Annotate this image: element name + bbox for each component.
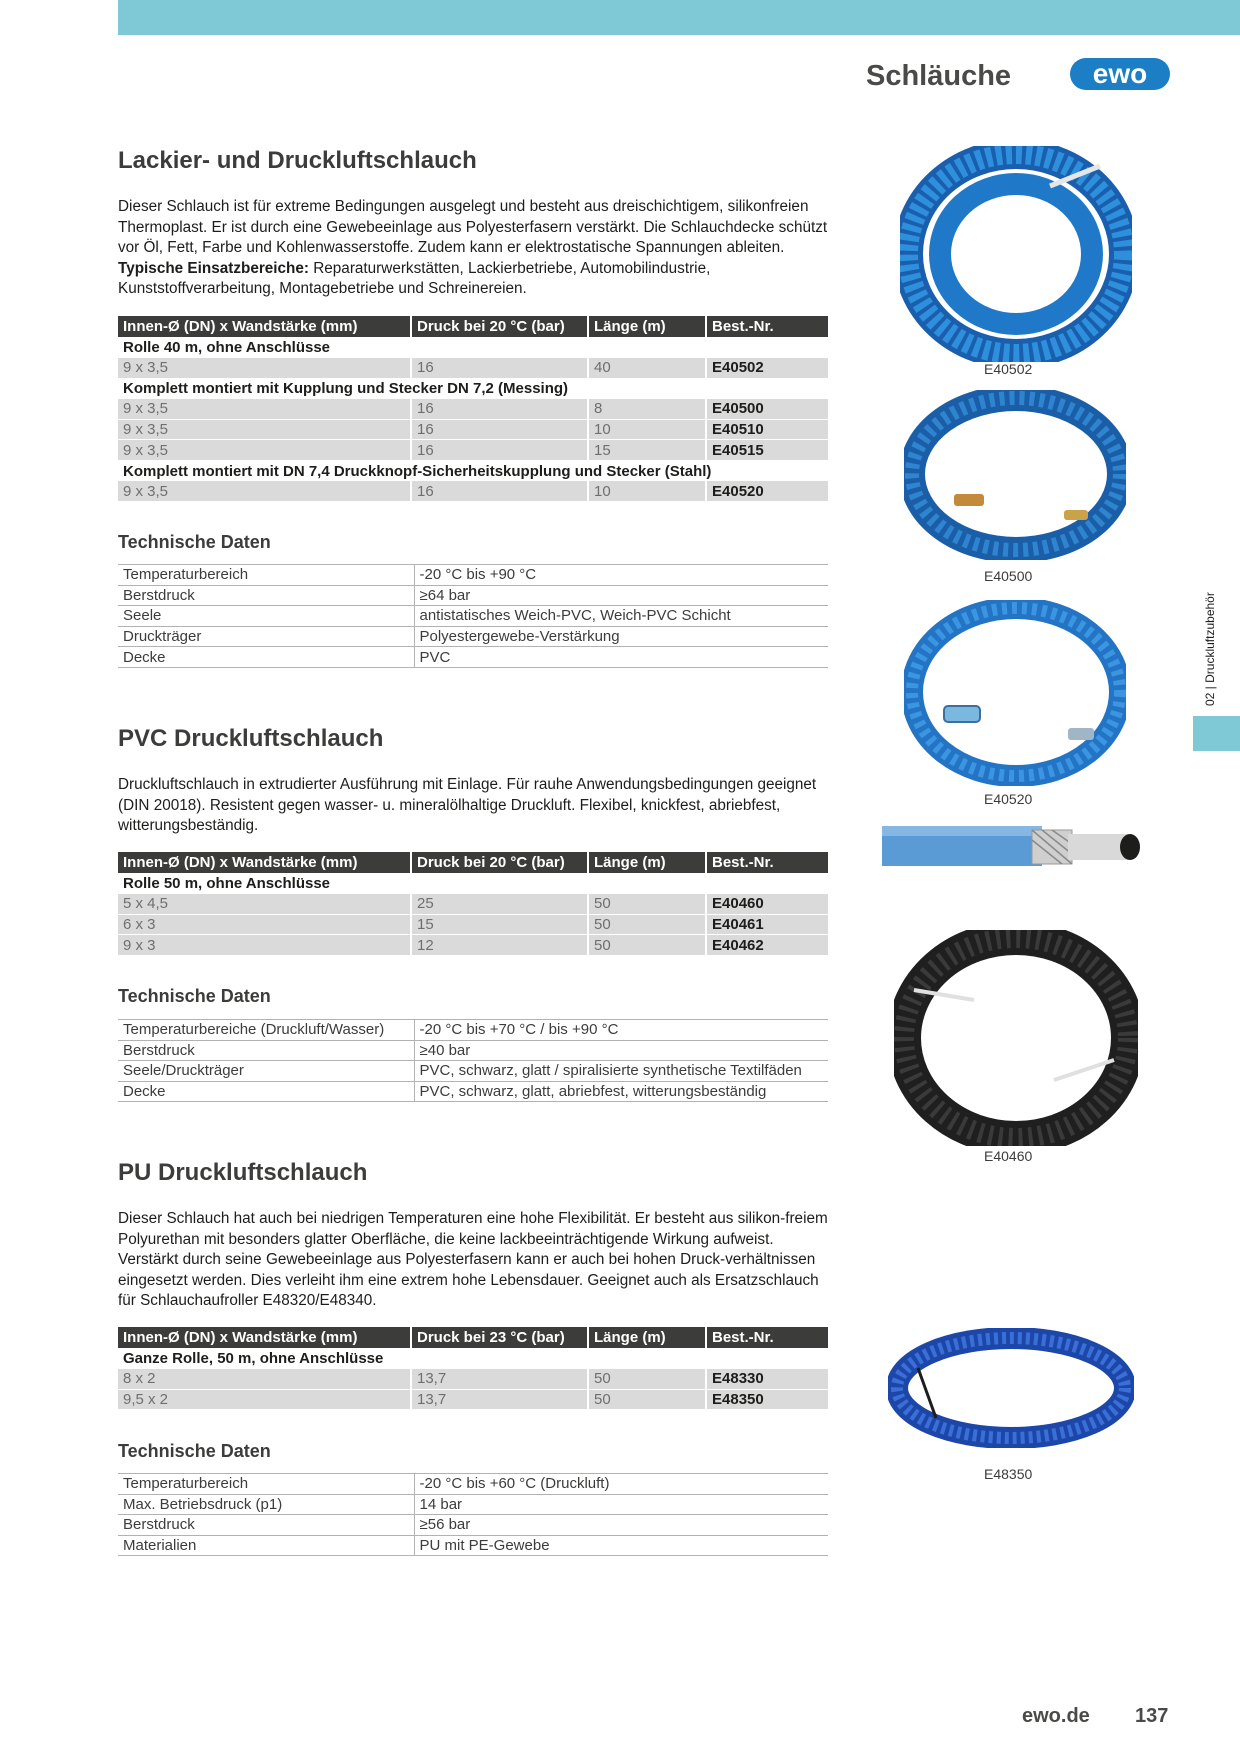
caption-e48350: E48350 [984, 1466, 1033, 1482]
table-row: 9,5 x 2 13,7 50 E48350 [118, 1389, 828, 1410]
caption-e40520: E40520 [984, 791, 1033, 807]
tech-row: Decke PVC, schwarz, glatt, abriebfest, witterungsbeständig [118, 1081, 828, 1102]
section-title-lackier: Lackier- und Druckluftschlauch [118, 147, 477, 174]
col-header: Best.-Nr. [706, 316, 828, 337]
hose-coil-image-e48350 [888, 1328, 1134, 1448]
table-row: 9 x 3,5 16 10 E40510 [118, 419, 828, 440]
table-row: 8 x 2 13,7 50 E48330 [118, 1369, 828, 1390]
caption-e40460: E40460 [984, 1148, 1033, 1164]
tech-table-lackier [118, 564, 828, 668]
hose-coil-image-e40502 [900, 146, 1132, 362]
tech-row: Max. Betriebsdruck (p1) 14 bar [118, 1494, 828, 1515]
group-label: Ganze Rolle, 50 m, ohne Anschlüsse [123, 1349, 384, 1367]
tech-row: Decke PVC [118, 647, 828, 668]
section-title-pu: PU Druckluftschlauch [118, 1159, 368, 1186]
table-row: 9 x 3,5 16 10 E40520 [118, 481, 828, 502]
col-header: Länge (m) [588, 1327, 706, 1348]
hose-coil-image-e40500 [904, 390, 1126, 560]
col-header: Innen-Ø (DN) x Wandstärke (mm) [118, 852, 411, 873]
order-table-pu [118, 1327, 828, 1410]
order-table-lackier [118, 316, 828, 502]
hose-coil-image-e40520 [904, 600, 1126, 786]
table-row: 9 x 3,5 16 40 E40502 [118, 358, 828, 379]
section-title-pvc: PVC Druckluftschlauch [118, 725, 384, 752]
col-header: Best.-Nr. [706, 852, 828, 873]
group-label: Komplett montiert mit Kupplung und Stecker DN 7,2 (Messing) [123, 380, 569, 398]
table-row: 9 x 3,5 16 8 E40500 [118, 399, 828, 420]
hose-cross-section-image [882, 822, 1152, 870]
tech-row: Druckträger Polyestergewebe-Verstärkung [118, 626, 828, 647]
logo-text: ewo [1092, 58, 1148, 89]
col-header: Länge (m) [588, 852, 706, 873]
col-header: Best.-Nr. [706, 1327, 828, 1348]
tech-title-pvc: Technische Daten [118, 986, 271, 1006]
caption-e40500: E40500 [984, 568, 1033, 584]
col-header: Druck bei 23 °C (bar) [411, 1327, 588, 1348]
tech-table-pu [118, 1473, 828, 1556]
tech-row: Seele/Druckträger PVC, schwarz, glatt / spiralisierte synthetische Textilfäden [118, 1061, 828, 1082]
group-label: Komplett montiert mit DN 7,4 Druckknopf-Sicherheitskupplung und Stecker (Stahl) [123, 462, 712, 480]
hose-coil-image-e40460 [894, 930, 1138, 1146]
ewo-logo [1070, 56, 1170, 92]
footer-url[interactable]: ewo.de [1022, 1705, 1090, 1727]
group-label: Rolle 50 m, ohne Anschlüsse [123, 874, 331, 892]
brass-plug-icon [1064, 510, 1088, 520]
table-row: 5 x 4,5 25 50 E40460 [118, 894, 828, 915]
table-row: 9 x 3 12 50 E40462 [118, 935, 828, 956]
steel-plug-icon [1068, 728, 1094, 740]
tech-row: Temperaturbereich -20 °C bis +90 °C [118, 565, 828, 586]
col-header: Druck bei 20 °C (bar) [411, 852, 588, 873]
page-title: Schläuche [866, 60, 1012, 92]
col-header: Innen-Ø (DN) x Wandstärke (mm) [118, 1327, 411, 1348]
caption-e40502: E40502 [984, 361, 1033, 377]
tech-row: Berstdruck ≥40 bar [118, 1040, 828, 1061]
side-chapter-label: 02 | Druckluftzubehör [1203, 592, 1217, 706]
brass-coupling-icon [954, 494, 984, 506]
tech-title-lackier: Technische Daten [118, 532, 271, 552]
col-header: Länge (m) [588, 316, 706, 337]
order-table-pvc [118, 852, 828, 956]
top-color-bar [118, 0, 1240, 35]
col-header: Innen-Ø (DN) x Wandstärke (mm) [118, 316, 411, 337]
intro-lackier: Dieser Schlauch ist für extreme Bedingungen ausgelegt und besteht aus dreischichtigem, silikonfreien Thermoplast. Er ist durch eine Gewebeeinlage aus Polyesterfasern verstärkt. Die Schlauchdecke schützt vor Öl, Fett, Farbe und Kohlenwasserstoffe. Zudem kann er elektrostatische Spannungen ableiten. Typische Einsatzbereiche: Reparaturwerkstätten, Lackierbetriebe, Automobilindustrie, Kunststoffverarbeitung, Montagebetriebe und Schreinereien. [118, 198, 828, 298]
table-row: 9 x 3,5 16 15 E40515 [118, 440, 828, 461]
tech-row: Seele antistatisches Weich-PVC, Weich-PVC Schicht [118, 606, 828, 627]
side-chapter-tab [1193, 716, 1240, 751]
tech-row: Temperaturbereiche (Druckluft/Wasser) -20 °C bis +70 °C / bis +90 °C [118, 1020, 828, 1041]
table-row: 6 x 3 15 50 E40461 [118, 914, 828, 935]
tech-title-pu: Technische Daten [118, 1441, 271, 1461]
intro-pu: Dieser Schlauch hat auch bei niedrigen Temperaturen eine hohe Flexibilität. Er besteht aus silikon-freiem Polyurethan mit besonders glatter Oberfläche, die keine lackbeeinträchtigende Wirkung aufweist. Verstärkt durch seine Gewebeeinlage aus Polyesterfasern kann er auch bei hohen Druck-verhältnissen eingesetzt werden. Dies verleiht ihm eine extrem hohe Lebensdauer. Geeignet auch als Ersatzschlauch für Schlauchaufroller E48320/E48340. [118, 1210, 828, 1310]
tech-row: Berstdruck ≥56 bar [118, 1515, 828, 1536]
safety-coupling-icon [944, 706, 980, 722]
col-header: Druck bei 20 °C (bar) [411, 316, 588, 337]
page-number: 137 [1135, 1705, 1169, 1727]
tech-row: Materialien PU mit PE-Gewebe [118, 1535, 828, 1556]
tech-table-pvc [118, 1019, 828, 1102]
intro-pvc: Druckluftschlauch in extrudierter Ausführung mit Einlage. Für rauhe Anwendungsbedingungen geeignet (DIN 20018). Resistent gegen wasser- u. mineralölhaltige Druckluft. Flexibel, knickfest, abriebfest, witterungsbeständig. [118, 776, 817, 835]
tech-row: Temperaturbereich -20 °C bis +60 °C (Druckluft) [118, 1474, 828, 1495]
group-label: Rolle 40 m, ohne Anschlüsse [123, 338, 331, 356]
tech-row: Berstdruck ≥64 bar [118, 585, 828, 606]
